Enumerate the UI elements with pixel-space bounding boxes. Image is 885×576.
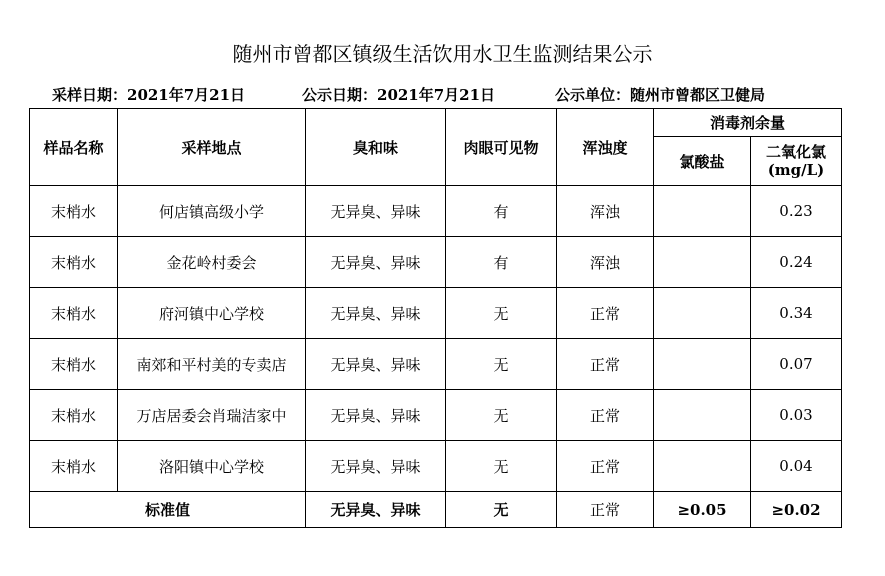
header-visible: 肉眼可见物 — [446, 109, 557, 186]
cell-sample-name: 末梢水 — [30, 441, 118, 492]
cell-chlorine-dioxide: 0.04 — [751, 441, 842, 492]
cell-turbidity: 正常 — [557, 390, 654, 441]
cell-chlorine-dioxide: 0.23 — [751, 186, 842, 237]
standard-label: 标准值 — [30, 492, 306, 528]
cell-chlorate — [654, 339, 751, 390]
header-chlorate: 氯酸盐 — [654, 137, 751, 186]
cell-sample-name: 末梢水 — [30, 390, 118, 441]
cell-chlorate — [654, 288, 751, 339]
cell-turbidity: 正常 — [557, 288, 654, 339]
cell-sample-name: 末梢水 — [30, 339, 118, 390]
table-row — [30, 390, 842, 441]
publish-date: 公示日期：2021年7月21日 — [302, 86, 496, 104]
standard-row — [30, 492, 842, 528]
cell-turbidity: 正常 — [557, 339, 654, 390]
cell-visible: 无 — [446, 390, 557, 441]
header-chlorine-dioxide-label: 二氧化氯 — [766, 143, 827, 161]
cell-turbidity: 浑浊 — [557, 237, 654, 288]
standard-turbidity: 正常 — [557, 492, 654, 528]
cell-chlorine-dioxide: 0.03 — [751, 390, 842, 441]
cell-visible: 无 — [446, 288, 557, 339]
cell-chlorate — [654, 390, 751, 441]
header-location: 采样地点 — [118, 109, 306, 186]
cell-turbidity: 正常 — [557, 441, 654, 492]
cell-chlorine-dioxide: 0.07 — [751, 339, 842, 390]
cell-turbidity: 浑浊 — [557, 186, 654, 237]
header-odor: 臭和味 — [306, 109, 446, 186]
header-disinfectant: 消毒剂余量 — [654, 109, 842, 137]
cell-chlorate — [654, 441, 751, 492]
standard-visible: 无 — [446, 492, 557, 528]
cell-odor: 无异臭、异味 — [306, 288, 446, 339]
table-row — [30, 339, 842, 390]
page-title: 随州市曾都区镇级生活饮用水卫生监测结果公示 — [232, 42, 653, 66]
table-row — [30, 186, 842, 237]
cell-location: 何店镇高级小学 — [118, 186, 306, 237]
cell-odor: 无异臭、异味 — [306, 390, 446, 441]
cell-visible: 有 — [446, 237, 557, 288]
cell-location: 府河镇中心学校 — [118, 288, 306, 339]
publisher: 公示单位：随州市曾都区卫健局 — [555, 86, 766, 104]
cell-location: 金花岭村委会 — [118, 237, 306, 288]
header-row — [30, 109, 842, 137]
cell-odor: 无异臭、异味 — [306, 441, 446, 492]
header-sample-name: 样品名称 — [30, 109, 118, 186]
table-row — [30, 237, 842, 288]
sampling-date: 采样日期：2021年7月21日 — [52, 86, 246, 104]
cell-chlorate — [654, 237, 751, 288]
table-row — [30, 441, 842, 492]
cell-chlorate — [654, 186, 751, 237]
header-chlorine-dioxide — [751, 137, 842, 186]
cell-visible: 无 — [446, 441, 557, 492]
cell-sample-name: 末梢水 — [30, 288, 118, 339]
cell-chlorine-dioxide: 0.34 — [751, 288, 842, 339]
table-row — [30, 288, 842, 339]
cell-odor: 无异臭、异味 — [306, 186, 446, 237]
cell-chlorine-dioxide: 0.24 — [751, 237, 842, 288]
cell-location: 万店居委会肖瑞洁家中 — [118, 390, 306, 441]
cell-location: 南郊和平村美的专卖店 — [118, 339, 306, 390]
cell-odor: 无异臭、异味 — [306, 237, 446, 288]
standard-chlorate: ≥0.05 — [654, 492, 751, 528]
cell-sample-name: 末梢水 — [30, 186, 118, 237]
results-table — [29, 108, 842, 528]
cell-visible: 有 — [446, 186, 557, 237]
cell-visible: 无 — [446, 339, 557, 390]
cell-odor: 无异臭、异味 — [306, 339, 446, 390]
cell-sample-name: 末梢水 — [30, 237, 118, 288]
header-chlorine-dioxide-unit: (mg/L) — [767, 161, 825, 179]
standard-odor: 无异臭、异味 — [306, 492, 446, 528]
header-turbidity: 浑浊度 — [557, 109, 654, 186]
standard-chlorine-dioxide: ≥0.02 — [751, 492, 842, 528]
cell-location: 洛阳镇中心学校 — [118, 441, 306, 492]
